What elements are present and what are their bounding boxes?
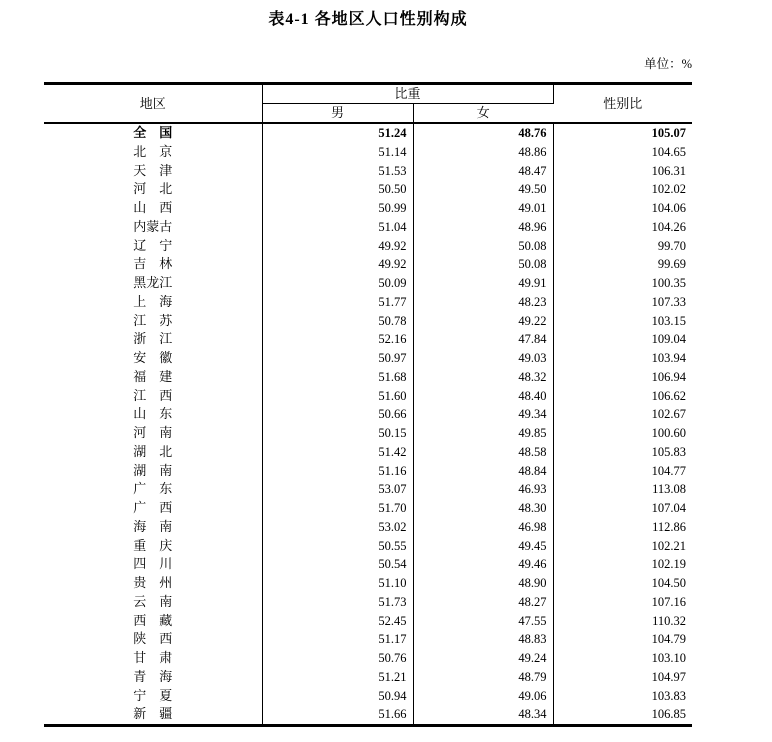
sex-ratio-cell: 100.60 [651,426,687,440]
sex-ratio-cell: 104.79 [651,632,687,647]
region-cell: 四 川 [44,555,262,574]
male-share-cell: 51.66 [262,705,413,725]
male-share-cell: 51.21 [262,668,413,687]
region-cell: 贵 州 [44,574,262,593]
region-cell: 青 海 [44,668,262,687]
table-row [44,143,692,162]
sex-ratio-cell: 105.83 [651,444,687,459]
female-share-cell: 49.22 [413,312,553,331]
male-share-cell: 51.10 [262,574,413,593]
region-cell: 浙 江 [44,330,262,349]
male-share-cell: 50.50 [262,180,413,199]
region-cell: 河 北 [44,180,262,199]
male-share-cell: 51.53 [262,162,413,181]
table-row [44,255,692,274]
female-share-cell: 46.93 [413,480,553,499]
female-share-cell: 50.08 [413,255,553,274]
male-share-cell: 50.15 [262,424,413,443]
region-cell: 福 建 [44,368,262,387]
female-share-cell: 48.34 [413,705,553,725]
male-share-cell: 51.24 [262,123,413,143]
female-share-cell: 48.90 [413,574,553,593]
table-row [44,687,692,706]
region-cell: 黑龙江 [44,274,262,293]
female-share-cell: 48.23 [413,293,553,312]
female-share-cell: 48.79 [413,668,553,687]
table-row [44,612,692,631]
female-share-cell: 49.46 [413,555,553,574]
region-cell: 天 津 [44,162,262,181]
table-row [44,630,692,649]
sex-ratio-cell: 109.04 [651,332,687,347]
sex-ratio-cell: 103.83 [651,688,687,703]
table-row [44,480,692,499]
female-share-cell: 48.47 [413,162,553,181]
male-share-cell: 51.42 [262,443,413,462]
female-share-cell: 49.01 [413,199,553,218]
female-share-cell: 49.24 [413,649,553,668]
male-share-cell: 50.78 [262,312,413,331]
female-share-cell: 48.84 [413,462,553,481]
table-body [44,123,692,726]
table-row [44,537,692,556]
female-share-cell: 49.06 [413,687,553,706]
table-row [44,518,692,537]
female-share-cell: 48.76 [413,123,553,143]
table-row [44,443,692,462]
sex-ratio-cell: 99.70 [657,238,687,253]
sex-ratio-cell: 107.04 [651,501,687,515]
sex-ratio-cell: 105.07 [651,126,687,140]
sex-ratio-cell: 104.26 [651,219,687,234]
table-header [44,84,692,124]
female-share-cell: 48.86 [413,143,553,162]
region-cell: 河 南 [44,424,262,443]
male-share-cell: 51.73 [262,593,413,612]
male-share-cell: 49.92 [262,255,413,274]
sex-ratio-cell: 103.10 [651,651,687,665]
table-row [44,199,692,218]
sex-ratio-cell: 102.67 [651,407,687,422]
sex-ratio-cell: 104.50 [651,576,687,590]
male-share-cell: 50.66 [262,405,413,424]
male-share-cell: 51.17 [262,630,413,649]
region-cell: 广 东 [44,480,262,499]
table-row [44,293,692,312]
sex-ratio-cell: 99.69 [657,257,687,272]
sex-ratio-cell: 102.19 [651,557,687,572]
table-row [44,499,692,518]
region-cell: 湖 北 [44,443,262,462]
male-share-cell: 50.54 [262,555,413,574]
male-share-cell: 50.55 [262,537,413,556]
header-female: 女 [413,104,553,124]
region-cell: 山 西 [44,199,262,218]
female-share-cell: 49.34 [413,405,553,424]
female-share-cell: 47.84 [413,330,553,349]
region-cell: 海 南 [44,518,262,537]
sex-composition-table [44,82,692,727]
female-share-cell: 48.83 [413,630,553,649]
male-share-cell: 50.09 [262,274,413,293]
region-cell: 安 徽 [44,349,262,368]
female-share-cell: 49.03 [413,349,553,368]
male-share-cell: 51.70 [262,499,413,518]
table-row [44,387,692,406]
table-row [44,649,692,668]
page-title: 表4-1 各地区人口性别构成 [268,11,468,28]
region-cell: 辽 宁 [44,237,262,256]
sex-ratio-cell: 102.02 [651,182,687,197]
female-share-cell: 49.50 [413,180,553,199]
sex-ratio-cell: 103.15 [651,313,687,328]
female-share-cell: 48.58 [413,443,553,462]
region-cell: 甘 肃 [44,649,262,668]
table-row [44,555,692,574]
male-share-cell: 51.68 [262,368,413,387]
male-share-cell: 51.14 [262,143,413,162]
header-region: 地区 [44,84,262,124]
male-share-cell: 51.04 [262,218,413,237]
sex-ratio-cell: 104.06 [651,201,687,215]
sex-ratio-cell: 100.35 [651,276,687,290]
header-male: 男 [262,104,413,124]
table-row [44,668,692,687]
unit-label: 单位：% [644,57,692,71]
table-row [44,123,692,143]
region-cell: 江 苏 [44,312,262,331]
region-cell: 北 京 [44,143,262,162]
region-cell: 湖 南 [44,462,262,481]
header-sex-ratio: 性别比 [553,84,692,124]
female-share-cell: 49.85 [413,424,553,443]
female-share-cell: 47.55 [413,612,553,631]
table-row [44,312,692,331]
region-cell: 内蒙古 [44,218,262,237]
female-share-cell: 46.98 [413,518,553,537]
sex-ratio-cell: 112.86 [652,519,687,534]
sex-ratio-cell: 104.97 [651,669,687,684]
male-share-cell: 51.77 [262,293,413,312]
male-share-cell: 49.92 [262,237,413,256]
table-row [44,593,692,612]
table-row [44,349,692,368]
sex-ratio-cell: 103.94 [651,351,687,365]
table-row [44,405,692,424]
female-share-cell: 49.91 [413,274,553,293]
region-cell: 江 西 [44,387,262,406]
table-row [44,462,692,481]
table-row [44,180,692,199]
male-share-cell: 53.02 [262,518,413,537]
table-row [44,162,692,181]
region-cell: 广 西 [44,499,262,518]
sex-ratio-cell: 107.16 [651,594,687,609]
male-share-cell: 50.76 [262,649,413,668]
region-cell: 重 庆 [44,537,262,556]
header-proportion: 比重 [262,84,553,104]
male-share-cell: 51.16 [262,462,413,481]
sex-ratio-cell: 104.77 [651,463,687,478]
female-share-cell: 48.40 [413,387,553,406]
table-row [44,368,692,387]
region-cell: 陕 西 [44,630,262,649]
sex-ratio-cell: 106.85 [651,707,687,722]
sex-ratio-cell: 106.31 [651,163,687,178]
region-cell: 宁 夏 [44,687,262,706]
female-share-cell: 48.30 [413,499,553,518]
male-share-cell: 51.60 [262,387,413,406]
male-share-cell: 50.99 [262,199,413,218]
sex-ratio-cell: 106.94 [651,369,687,384]
male-share-cell: 52.16 [262,330,413,349]
sex-ratio-cell: 102.21 [651,538,687,553]
table-row [44,274,692,293]
header-row-1 [44,84,692,104]
table-row [44,237,692,256]
sex-ratio-cell: 104.65 [651,144,687,159]
sex-ratio-cell: 107.33 [651,294,687,309]
male-share-cell: 53.07 [262,480,413,499]
table-row [44,218,692,237]
table-row [44,705,692,725]
table-row [44,424,692,443]
region-cell: 山 东 [44,405,262,424]
table-row [44,574,692,593]
sex-ratio-cell: 106.62 [651,388,687,403]
female-share-cell: 50.08 [413,237,553,256]
region-cell: 吉 林 [44,255,262,274]
male-share-cell: 52.45 [262,612,413,631]
female-share-cell: 48.27 [413,593,553,612]
male-share-cell: 50.94 [262,687,413,706]
region-cell: 全 国 [44,123,262,143]
sex-ratio-cell: 113.08 [652,482,687,497]
female-share-cell: 49.45 [413,537,553,556]
region-cell: 上 海 [44,293,262,312]
region-cell: 西 藏 [44,612,262,631]
table-row [44,330,692,349]
region-cell: 新 疆 [44,705,262,725]
male-share-cell: 50.97 [262,349,413,368]
region-cell: 云 南 [44,593,262,612]
female-share-cell: 48.32 [413,368,553,387]
sex-ratio-cell: 110.32 [652,613,687,628]
female-share-cell: 48.96 [413,218,553,237]
